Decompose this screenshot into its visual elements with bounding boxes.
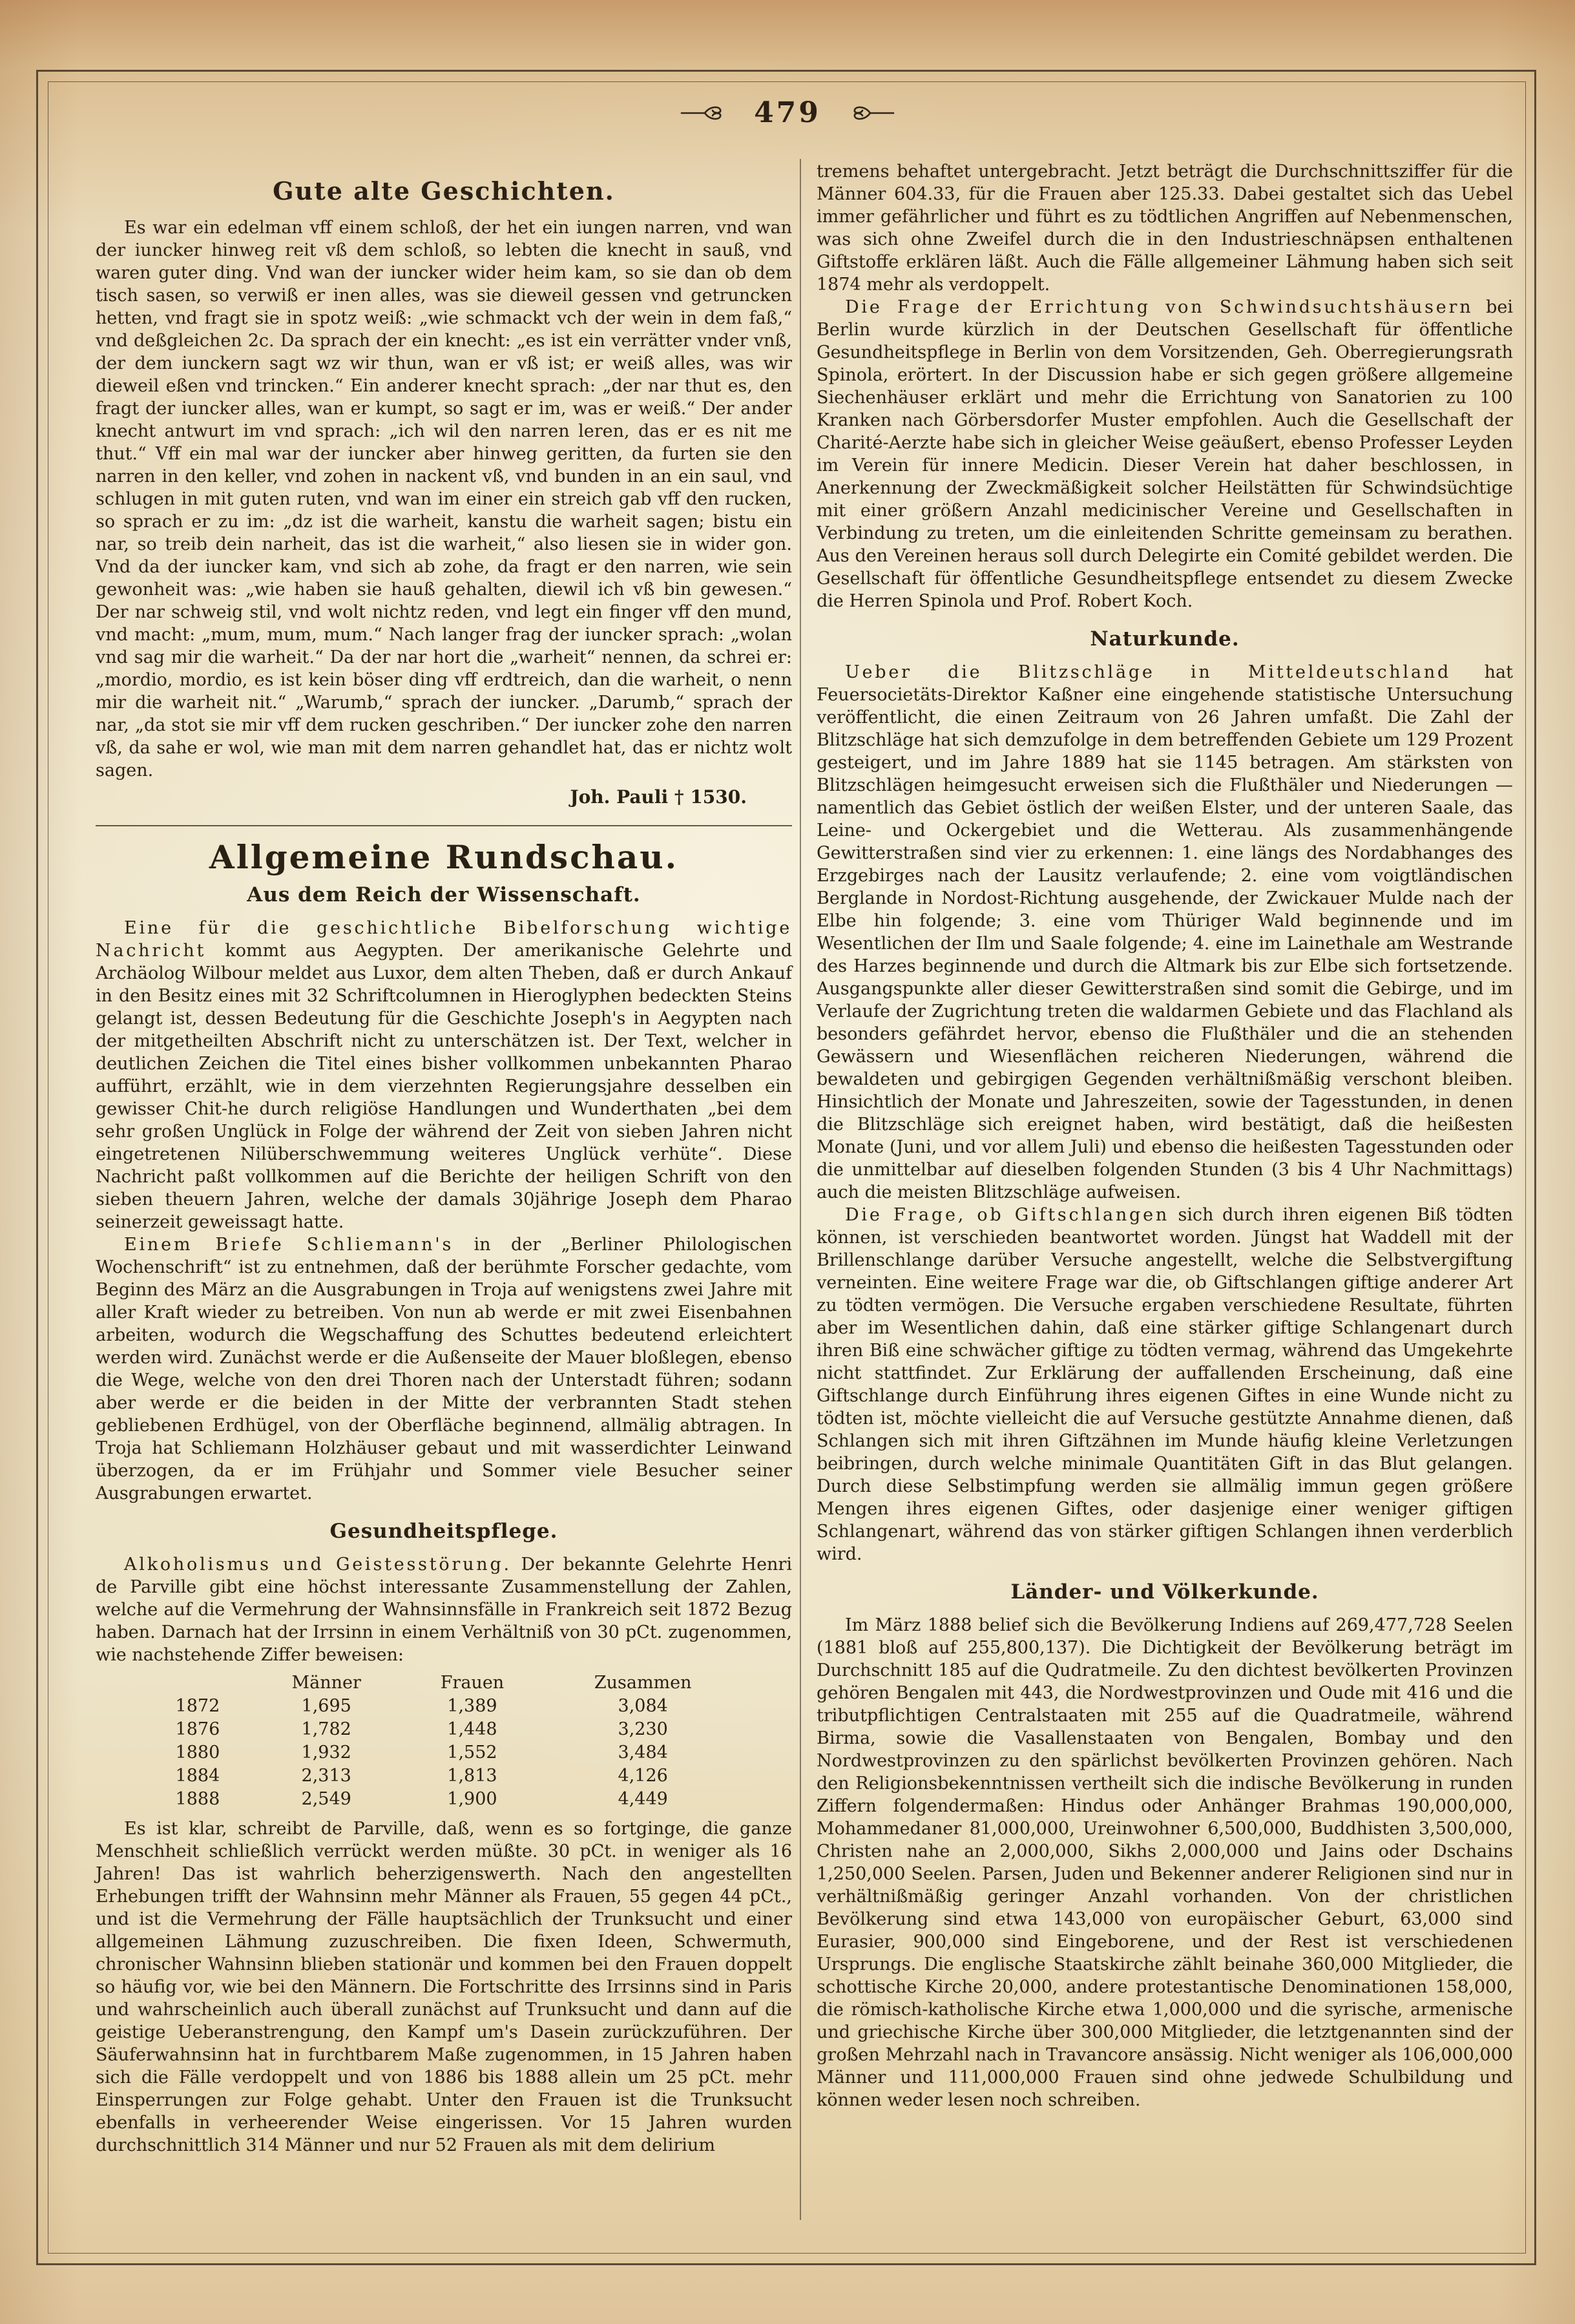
- story-title: Gute alte Geschichten.: [273, 176, 615, 205]
- paragraph-alkoholismus: [96, 1553, 792, 1666]
- men-cell: 1,782: [301, 1719, 351, 1739]
- section-divider-rule: [96, 825, 792, 826]
- column-divider-rule: [800, 159, 801, 2220]
- paragraph-alkoholismus-text: Der bekannte Gelehrte Henri de Parville gibt eine höchst interessante Zusammenstellung der Zahlen, welche auf die Vermehrung der Wahnsinnsfälle in Frankreich seit 1872 Bezug haben. Darnach hat der Irrsinn in einem Verhältniß von 30 pCt. zugenommen, wie nachstehende Ziffer beweisen:: [96, 1555, 792, 1665]
- paragraph-giftschlangen-text: sich durch ihren eigenen Biß tödten können, ist verschieden beantwortet worden. Jüngst hat Waddell mit der Brillenschlange darüber Versuche angestellt, welche die Selbstvergiftung verneinten. Eine weitere Frage war die, ob Giftschlangen giftige anderer Art zu tödten vermögen. Die Versuche ergaben verschiedene Resultate, führten aber im Wesentlichen dahin, daß eine stärker giftige Schlangenart durch ihren Biß eine schwächer giftige zu tödten vermag, während das Umgekehrte nicht stattfindet. Zur Erklärung der auffallenden Erscheinung, daß eine Giftschlange durch Einführung ihres eigenen Giftes in eine Wunde nicht zu tödten ist, möchte vielleicht die auf Versuche gestützte Annahme dienen, daß Schlangen sich mit ihren Giftzähnen im Munde häufig kleine Verletzungen beibringen, durch welche minimale Quantitäten Gift in das Blut gelangen. Durch diese Selbstimpfung werden sie allmälig immun gegen größere Mengen ihres eigenen Giftes, oder dasjenige einer weniger giftigen Schlangenart, während das von stärker giftigen Schlangen ihnen verderblich wird.: [817, 1205, 1513, 1564]
- right-column: [817, 160, 1513, 2111]
- paragraph-schwindsucht: [817, 296, 1513, 612]
- paragraph-egypt-text: kommt aus Aegypten. Der amerikanische Gelehrte und Archäolog Wilbour meldet aus Luxor, dem alten Theben, daß er durch Ankauf in den Besitz eines mit 32 Schriftcolumnen in Hieroglyphen bedeckten Steins gelangt ist, dessen Bedeutung für die Geschichte Joseph's in Aegypten nach der mitgetheilten Abschrift nicht zu unterschätzen ist. Der Text, welcher in deutlichen Zeichen die Titel eines bisher vollkommen unbekannten Pharao aufführt, erzählt, wie in dem vierzehnten Regierungsjahre desselben ein gewisser Chit-he durch religiöse Handlungen und Wunderthaten „bei dem sehr großen Unglück in Folge der während der Zeit von sieben Jahren nicht eingetretenen Nilüberschwemmung weiteres Unglück verhüte“. Diese Nachricht paßt vollkommen auf die Berichte der heiligen Schrift von den sieben theuern Jahren, welche der damals 30jährige Joseph dem Pharao seinerzeit geweissagt hatte.: [96, 941, 792, 1232]
- men-cell: 1,932: [301, 1743, 351, 1763]
- year-cell: 1872: [175, 1696, 220, 1716]
- total-cell: 3,084: [618, 1696, 668, 1716]
- paragraph-egypt-lead: Eine für die geschichtliche Bibelforschung wichtige Nachricht: [96, 918, 792, 961]
- left-column: [96, 160, 792, 2157]
- year-cell: 1888: [175, 1789, 220, 1809]
- page-number: 479: [754, 96, 821, 129]
- men-cell: 1,695: [301, 1696, 351, 1716]
- fleuron-right-icon: [850, 94, 895, 127]
- voelkerkunde-title: Länder- und Völkerkunde.: [1010, 1580, 1319, 1604]
- year-cell: 1876: [175, 1719, 220, 1739]
- fleuron-left-icon: [680, 94, 725, 127]
- paragraph-blitzschlaege: [817, 661, 1513, 1204]
- women-cell: 1,448: [447, 1719, 497, 1739]
- paragraph-blitzschlaege-text: hat Feuersocietäts-Direktor Kaßner eine eingehende statistische Untersuchung veröffentlicht, die einen Zeitraum von 26 Jahren umfaßt. Die Zahl der Blitzschläge hat sich demzufolge in dem betreffenden Gebiete um 129 Prozent gesteigert, und im Jahre 1889 hat sie 1145 betragen. Am stärksten von Blitzschlägen heimgesucht erweisen sich die Flußthäler und Niederungen — namentlich das Gebiet östlich der weißen Elster, und der unteren Saale, das Leine- und Ockergebiet und die Wetterau. Als zusammenhängende Gewitterstraßen sind vier zu erkennen: 1. eine längs des Nordabhanges des Erzgebirges nach der Lausitz verlaufende; 2. eine vom voigtländischen Berglande in Nordost-Richtung ausgehende, der Zwickauer Mulde nach der Elbe hin folgende; 3. eine vom Thüriger Wald beginnende und im Wesentlichen der Ilm und Saale folgende; 4. eine im Lainethale am Westrande des Harzes beginnende und durch die Altmark bis zur Elbe sich fortsetzende. Ausgangspunkte aller dieser Gewitterstraßen sind somit die Gebirge, und im Verlaufe der Zugrichtung treten die waldarmen Gebiete und das Flachland als besonders gefährdet hervor, ebenso die Flußthäler und die an stehenden Gewässern und Wiesenflächen reicheren Niederungen, während die bewaldeten und gebirgigen Gegenden verhältnißmäßig verschont bleiben. Hinsichtlich der Monate und Jahreszeiten, sowie der Tagesstunden, in denen die Blitzschläge sich ereignet haben, wird bestätigt, daß die heißesten Monate (Juni, und vor allem Juli) und ebenso die heißesten Tagesstunden oder die unmittelbar auf dieselben folgenden Stunden (3 bis 4 Uhr Nachmittags) auch die meisten Blitzschläge aufweisen.: [817, 662, 1513, 1202]
- story-signature: Joh. Pauli † 1530.: [570, 786, 747, 808]
- table-row: [144, 1695, 743, 1718]
- insanity-statistics-table: [144, 1671, 743, 1811]
- rundschau-section-title: Allgemeine Rundschau.: [209, 838, 679, 876]
- women-cell: 1,813: [447, 1766, 497, 1786]
- women-cell: 1,389: [447, 1696, 497, 1716]
- women-header: Frauen: [440, 1673, 505, 1693]
- total-cell: 4,449: [618, 1789, 668, 1809]
- total-cell: 3,484: [618, 1743, 668, 1763]
- women-cell: 1,900: [447, 1789, 497, 1809]
- table-row: [144, 1718, 743, 1741]
- paragraph-giftschlangen-lead: Die Frage, ob Giftschlangen: [845, 1205, 1170, 1225]
- gesundheitspflege-title: Gesundheitspflege.: [329, 1520, 558, 1543]
- wissenschaft-title: Aus dem Reich der Wissenschaft.: [247, 883, 641, 906]
- story-text: Es war ein edelman vff einem schloß, der het ein iungen narren, vnd wan der iuncker hinweg reit vß dem schloß, so lebten die knecht in sauß, vnd waren guter ding. Vnd wan der iuncker wider heim kam, so sie dan ob dem tisch sasen, so verwiß er inen alles, was sie dieweil gessen vnd getruncken hetten, vnd fragt sie in spotz weiß: „wie schmackt vch der wein in dem faß,“ vnd deßgleichen 2c. Da sprach der ein knecht: „es ist ein verrätter vnder vnß, der dem iunckern sagt wz wir thun, wan er vß ist; er weiß alles, was wir dieweil eßen vnd trincken.“ Ein anderer knecht sprach: „der nar thut es, den fragt der iuncker alles, wan er kumpt, so sagt er im, was er weiß.“ Der ander knecht antwurt im vnd sprach: „ich wil den narren leren, das er es nit me thut.“ Vff ein mal war der iuncker aber hinweg geritten, da furten sie den narren in den keller, vnd zohen in nackent vß, vnd bunden in an ein saul, vnd schlugen in mit guten ruten, vnd wan im einer ein streich gab vff den rucken, so sprach er zu im: „dz ist die warheit, kanstu die warheit sagen; bistu ein nar, so treib dein narheit, das ist die warheit,“ also liesen sie in wider gon. Vnd da der iuncker kam, vnd sich ab zohe, da fragt er den narren, wie sein gewonheit was: „wie haben sie hauß gehalten, diewil ich vß bin gewesen.“ Der nar schweig stil, vnd wolt nichtz reden, vnd legt ein finger vff den mund, vnd macht: „mum, mum, mum.“ Nach langer frag der iuncker sprach: „wolan vnd sag mir die warheit.“ Da der nar hort die „warheit“ nennen, da schrei er: „mordio, mordio, es ist kein böser ding vff erdtreich, dan die warheit, o nenn mir die warheit nit.“ „Warumb,“ sprach der iuncker. „Darumb,“ sprach der nar, „da stot sie mir vff dem rucken geschriben.“ Der iuncker zohe den narren vß, da sahe er wol, wie man mit dem narren gehandlet hat, das er nichtz wolt sagen.: [96, 218, 792, 780]
- paragraph-alkoholismus-lead: Alkoholismus und Geistesstörung.: [124, 1555, 512, 1575]
- total-cell: 4,126: [618, 1766, 668, 1786]
- paragraph-parville-conclusion: Es ist klar, schreibt de Parville, daß, wenn es so fortginge, die ganze Menschheit schließlich verrückt werden müßte. 30 pCt. in weniger als 16 Jahren! Das ist wahrlich beherzigenswerth. Nach den angestellten Erhebungen trifft der Wahnsinn mehr Männer als Frauen, 55 gegen 44 pCt., und ist die Vermehrung der Fälle hauptsächlich der Trunksucht und einer allgemeinen Lähmung zuzuschreiben. Die fixen Ideen, Schwermuth, chronischer Wahnsinn blieben stationär und kommen bei den Frauen doppelt so häufig vor, wie bei den Männern. Die Fortschritte des Irrsinns sind in Paris und wahrscheinlich auch überall zunächst auf Trunksucht und dann auf die geistige Ueberanstrengung, den Kampf um's Dasein zurückzuführen. Der Säuferwahnsinn hat in furchtbarem Maße zugenommen, in 15 Jahren haben sich die Fälle verdoppelt und von 1886 bis 1888 allein um 25 pCt. mehr Einsperrungen zur Folge gehabt. Unter den Frauen ist die Trunksucht ebenfalls in verheerender Weise eingerissen. Vor 15 Jahren wurden durchschnittlich 314 Männer und nur 52 Frauen als mit dem delirium: [96, 1819, 792, 2155]
- men-header: Männer: [291, 1673, 361, 1693]
- women-cell: 1,552: [447, 1743, 497, 1763]
- paragraph-giftschlangen: [817, 1204, 1513, 1565]
- paragraph-egypt: [96, 917, 792, 1233]
- table-row: [144, 1764, 743, 1788]
- paragraph-schliemann-text: in der „Berliner Philologischen Wochenschrift“ ist zu entnehmen, daß der berühmte Forscher gedachte, vom Beginn des März an die Ausgrabungen in Troja auf wenigstens zwei Jahre mit aller Kraft wieder zu betreiben. Von nun ab werde er mit zwei Eisenbahnen arbeiten, wodurch die Wegschaffung des Schuttes bedeutend erleichtert werden wird. Zunächst werde er die Außenseite der Mauer bloßlegen, ebenso die Wege, welche von den drei Thoren nach der Unterstadt führen; sodann aber werde er die beiden in der Mitte der verbrannten Stadt stehen gebliebenen Erdhügel, von der Oberfläche beginnend, allmälig abtragen. In Troja hat Schliemann Holzhäuser gebaut und mit wasserdichter Leinwand überzogen, da er im Frühjahr und Sommer viele Besucher seiner Ausgrabungen erwartet.: [96, 1235, 792, 1503]
- paragraph-delirium-continuation: tremens behaftet untergebracht. Jetzt beträgt die Durchschnittsziffer für die Männer 604.33, für die Frauen aber 125.33. Dabei gestaltet sich das Uebel immer gefährlicher und führt es zu tödtlichen Angriffen auf Nebenmenschen, was sich ohne Zweifel durch die in den Industrieschnäpsen enthaltenen Giftstoffe erklären läßt. Auch die Fälle allgemeiner Lähmung haben sich seit 1874 mehr als verdoppelt.: [817, 162, 1513, 295]
- page-header: [0, 94, 1575, 129]
- year-cell: 1880: [175, 1743, 220, 1763]
- year-header: [144, 1671, 251, 1695]
- paragraph-schwindsucht-lead: Die Frage der Errichtung von Schwindsuchtshäusern: [845, 297, 1474, 317]
- table-row: [144, 1788, 743, 1811]
- paragraph-blitzschlaege-lead: Ueber die Blitzschläge in Mitteldeutschland: [845, 662, 1452, 682]
- naturkunde-title: Naturkunde.: [1090, 627, 1240, 651]
- paragraph-schwindsucht-text: bei Berlin wurde kürzlich in der Deutschen Gesellschaft für öffentliche Gesundheitspflege in Berlin von dem Vorsitzenden, Geh. Oberregierungsrath Spinola, erörtert. In der Discussion habe er sich gegen größere allgemeine Siechenhäuser erklärt und mehr die Errichtung von Sanatorien zu 100 Kranken nach Görbersdorfer Muster empfohlen. Auch die Gesellschaft der Charité-Aerzte habe sich in gleicher Weise geäußert, ebenso Professer Leyden im Verein für innere Medicin. Dieser Verein hat daher beschlossen, in Anerkennung der Zweckmäßigkeit solcher Heilstätten für Schwindsüchtige mit einer größern Anzahl medicinischer Vereine und Gesellschaften in Verbindung zu treten, um die einleitenden Schritte gemeinsam zu berathen. Aus den Vereinen heraus soll durch Delegirte ein Comité gebildet werden. Die Gesellschaft für öffentliche Gesundheitspflege entsendet zu diesem Zwecke die Herren Spinola und Prof. Robert Koch.: [817, 297, 1513, 611]
- table-header-row: [144, 1671, 743, 1695]
- table-row: [144, 1741, 743, 1764]
- paragraph-schliemann: [96, 1233, 792, 1505]
- total-cell: 3,230: [618, 1719, 668, 1739]
- year-cell: 1884: [175, 1766, 220, 1786]
- men-cell: 2,313: [301, 1766, 351, 1786]
- paragraph-indien: Im März 1888 belief sich die Bevölkerung Indiens auf 269,477,728 Seelen (1881 bloß auf 255,800,137). Die Dichtigkeit der Bevölkerung beträgt im Durchschnitt 185 auf die Qudratmeile. Zu den dichtest bevölkerten Provinzen gehören Bengalen mit 443, die Nordwestprovinzen und Oude mit 416 und die tributpflichtigen Centralstaaten mit 255 auf die Quadratmeile, während Birma, sowie die Vasallenstaaten von Bengalen, Bombay und den Nordwestprovinzen zu den spärlichst bevölkerten Provinzen gehören. Nach den Religionsbekenntnissen vertheilt sich die indische Bevölkerung in runden Ziffern folgendermaßen: Hindus oder Anhänger Brahmas 190,000,000, Mohammedaner 81,000,000, Ureinwohner 6,500,000, Buddhisten 3,500,000, Christen nahe an 2,000,000, Sikhs 2,000,000 und Jains oder Dschains 1,250,000 Seelen. Parsen, Juden und Bekenner anderer Religionen sind nur in verhältnißmäßig geringer Anzahl vorhanden. Von der christlichen Bevölkerung sind etwa 143,000 von europäischer Geburt, 63,000 sind Eurasier, 900,000 sind Eingeborene, und der Rest ist verschiedenen Ursprungs. Die englische Staatskirche zählt beinahe 360,000 Mitglieder, die schottische Kirche 20,000, andere protestantische Denominationen 158,000, die römisch-katholische Kirche etwa 1,000,000 und die syrische, armenische und griechische Kirche über 300,000 Mitglieder, die letztgenannten sind der großen Mehrzahl nach in Travancore ansässig. Nicht weniger als 106,000,000 Männer und 111,000,000 Frauen sind ohne jedwede Schulbildung und können weder lesen noch schreiben.: [817, 1615, 1513, 2110]
- men-cell: 2,549: [301, 1789, 351, 1809]
- paragraph-schliemann-lead: Einem Briefe Schliemann's: [124, 1235, 454, 1255]
- total-header: Zusammen: [594, 1673, 692, 1693]
